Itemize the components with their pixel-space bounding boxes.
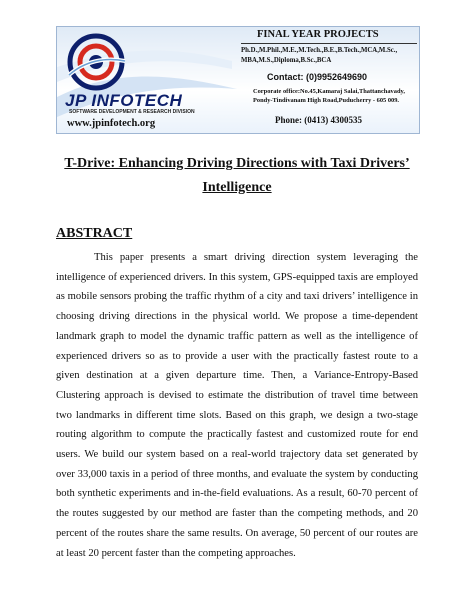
phone-number: Phone: (0413) 4300535: [275, 115, 362, 125]
divider: [241, 43, 417, 44]
company-name: JP INFOTECH: [65, 91, 183, 110]
abstract-heading: ABSTRACT: [56, 226, 133, 241]
abstract-paragraph: This paper presents a smart driving direction system leveraging the intelligence of experienced drivers. In this system, GPS-equipped taxis are employed as mobile sensors probing the traffic rhythm of a city and taxi drivers’ intelligence in choosing driving directions in the physical world. We propose a time-dependent landmark graph to model the dynamic traffic pattern as well as the intelligence of experienced drivers so as to provide a user with the practically fastest route to a given destination at a given departure time. Then, a Variance-Entropy-Based Clustering approach is devised to estimate the distribution of travel time between two landmarks in different time slots. Based on this graph, we design a two-stage routing algorithm to compute the practically fastest and customized route for end users. We build our system based on a real-world trajectory data set generated by over 33,000 taxis in a period of three months, and evaluate the system by conducting both synthetic experiments and in-the-field evaluations. As a result, 60-70 percent of the routes suggested by our method are faster than the competing methods, and 20 percent of the routes share the same results. On average, 50 percent of our routes are at least 20 percent faster than the competing approaches.: [56, 252, 418, 559]
jp-infotech-logo-icon: [65, 31, 127, 93]
degree-list: Ph.D.,M.Phil.,M.E.,M.Tech.,B.E.,B.Tech.,MCA,M.Sc., MBA,M.S.,Diploma,B.Sc.,BCA: [241, 47, 398, 64]
header-banner: [56, 26, 420, 134]
company-website[interactable]: www.jpinfotech.org: [67, 118, 156, 129]
final-year-projects-heading: FINAL YEAR PROJECTS: [257, 29, 379, 40]
company-tagline: SOFTWARE DEVELOPMENT & RESEARCH DIVISION: [69, 109, 195, 115]
contact-number: Contact: (0)9952649690: [267, 72, 368, 82]
corporate-address: Corporate office:No.45,Kamaraj Salai,Thattanchavady, Pondy-Tindivanam High Road,Puducherry - 605 009.: [253, 88, 405, 104]
paper-title: T-Drive: Enhancing Driving Directions with Taxi Drivers’ Intelligence: [64, 156, 410, 195]
